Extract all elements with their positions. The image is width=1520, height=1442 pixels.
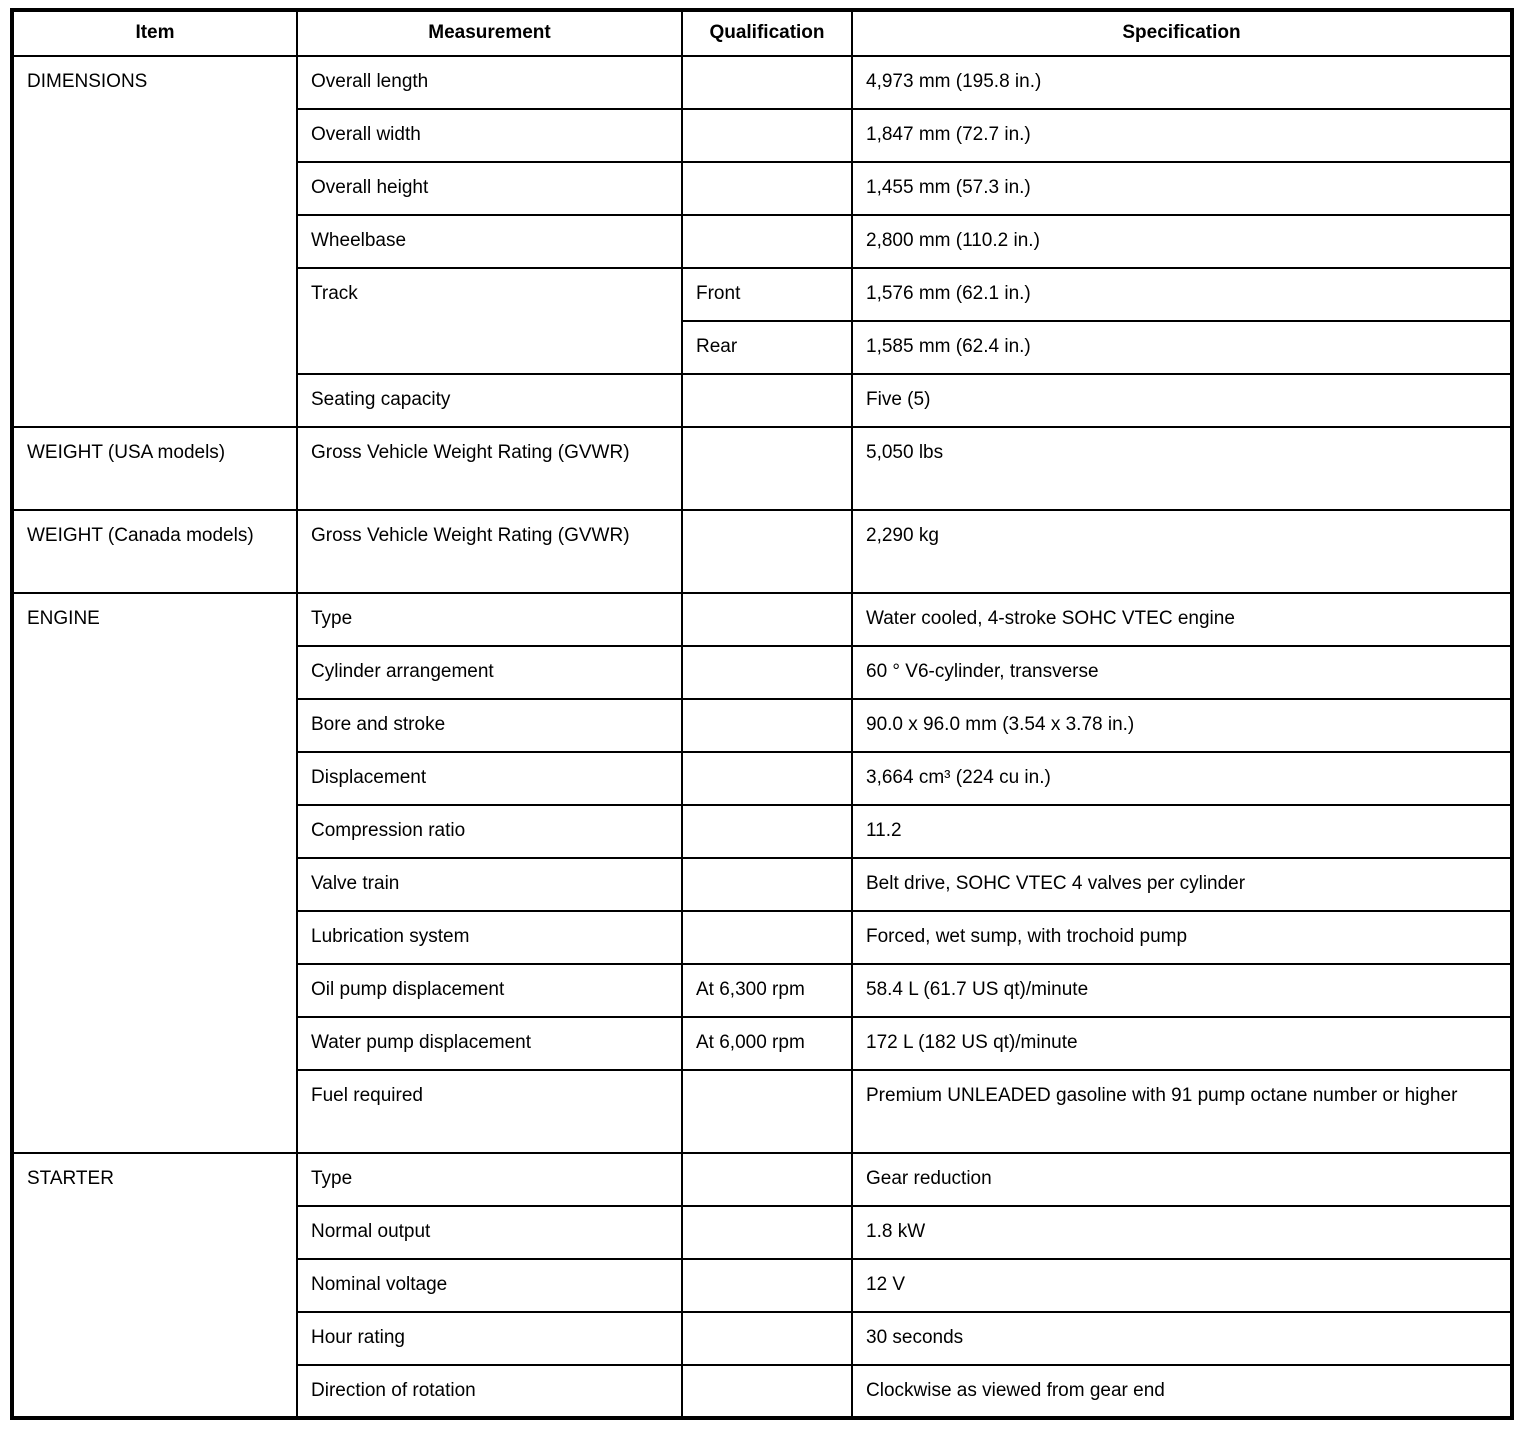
measurement-cell: Overall length (297, 56, 682, 109)
item-cell: WEIGHT (Canada models) (12, 510, 297, 593)
qualification-cell: Rear (682, 321, 852, 374)
qualification-cell (682, 1206, 852, 1259)
qualification-cell (682, 1259, 852, 1312)
specification-cell: Forced, wet sump, with trochoid pump (852, 911, 1512, 964)
header-row (12, 10, 1512, 56)
table-row (12, 1153, 1512, 1206)
specification-cell: Gear reduction (852, 1153, 1512, 1206)
measurement-cell: Cylinder arrangement (297, 646, 682, 699)
specifications-table (10, 8, 1514, 1420)
item-cell: DIMENSIONS (12, 56, 297, 427)
measurement-cell: Wheelbase (297, 215, 682, 268)
qualification-cell (682, 858, 852, 911)
qualification-cell (682, 56, 852, 109)
qualification-cell (682, 911, 852, 964)
measurement-cell: Water pump displacement (297, 1017, 682, 1070)
qualification-cell (682, 593, 852, 646)
qualification-cell (682, 699, 852, 752)
measurement-cell: Overall height (297, 162, 682, 215)
measurement-cell: Compression ratio (297, 805, 682, 858)
table-row (12, 510, 1512, 593)
column-header-measurement: Measurement (297, 10, 682, 56)
measurement-cell: Type (297, 1153, 682, 1206)
measurement-cell: Lubrication system (297, 911, 682, 964)
qualification-cell: Front (682, 268, 852, 321)
item-cell: ENGINE (12, 593, 297, 1153)
measurement-cell: Gross Vehicle Weight Rating (GVWR) (297, 510, 682, 593)
specification-cell: 1,455 mm (57.3 in.) (852, 162, 1512, 215)
measurement-cell: Valve train (297, 858, 682, 911)
specification-cell: Premium UNLEADED gasoline with 91 pump octane number or higher (852, 1070, 1512, 1153)
qualification-cell (682, 1070, 852, 1153)
specification-cell: 30 seconds (852, 1312, 1512, 1365)
measurement-cell: Direction of rotation (297, 1365, 682, 1418)
specification-cell: 2,800 mm (110.2 in.) (852, 215, 1512, 268)
qualification-cell: At 6,000 rpm (682, 1017, 852, 1070)
measurement-cell: Bore and stroke (297, 699, 682, 752)
qualification-cell (682, 1312, 852, 1365)
table-header (12, 10, 1512, 56)
specification-cell: 58.4 L (61.7 US qt)/minute (852, 964, 1512, 1017)
item-cell: STARTER (12, 1153, 297, 1418)
specification-cell: 60 ° V6-cylinder, transverse (852, 646, 1512, 699)
measurement-cell: Track (297, 268, 682, 374)
specification-cell: 1,847 mm (72.7 in.) (852, 109, 1512, 162)
table-row (12, 56, 1512, 109)
measurement-cell: Oil pump displacement (297, 964, 682, 1017)
specification-cell: 1.8 kW (852, 1206, 1512, 1259)
qualification-cell (682, 752, 852, 805)
qualification-cell (682, 215, 852, 268)
measurement-cell: Nominal voltage (297, 1259, 682, 1312)
specification-cell: Belt drive, SOHC VTEC 4 valves per cylinder (852, 858, 1512, 911)
column-header-qualification: Qualification (682, 10, 852, 56)
qualification-cell (682, 427, 852, 510)
qualification-cell (682, 1153, 852, 1206)
column-header-specification: Specification (852, 10, 1512, 56)
measurement-cell: Overall width (297, 109, 682, 162)
specification-cell: 172 L (182 US qt)/minute (852, 1017, 1512, 1070)
specification-cell: 11.2 (852, 805, 1512, 858)
specification-cell: 12 V (852, 1259, 1512, 1312)
measurement-cell: Gross Vehicle Weight Rating (GVWR) (297, 427, 682, 510)
table-body (12, 56, 1512, 1418)
measurement-cell: Fuel required (297, 1070, 682, 1153)
qualification-cell (682, 646, 852, 699)
measurement-cell: Hour rating (297, 1312, 682, 1365)
measurement-cell: Normal output (297, 1206, 682, 1259)
measurement-cell: Type (297, 593, 682, 646)
item-cell: WEIGHT (USA models) (12, 427, 297, 510)
qualification-cell (682, 805, 852, 858)
measurement-cell: Seating capacity (297, 374, 682, 427)
specification-cell: 1,576 mm (62.1 in.) (852, 268, 1512, 321)
column-header-item: Item (12, 10, 297, 56)
table-row (12, 427, 1512, 510)
measurement-cell: Displacement (297, 752, 682, 805)
specification-cell: 5,050 lbs (852, 427, 1512, 510)
specification-cell: Five (5) (852, 374, 1512, 427)
qualification-cell: At 6,300 rpm (682, 964, 852, 1017)
qualification-cell (682, 162, 852, 215)
specification-cell: 4,973 mm (195.8 in.) (852, 56, 1512, 109)
specification-cell: Water cooled, 4-stroke SOHC VTEC engine (852, 593, 1512, 646)
qualification-cell (682, 374, 852, 427)
specification-cell: 2,290 kg (852, 510, 1512, 593)
specification-cell: 1,585 mm (62.4 in.) (852, 321, 1512, 374)
table-row (12, 593, 1512, 646)
qualification-cell (682, 510, 852, 593)
qualification-cell (682, 109, 852, 162)
specification-cell: 3,664 cm³ (224 cu in.) (852, 752, 1512, 805)
specification-cell: Clockwise as viewed from gear end (852, 1365, 1512, 1418)
qualification-cell (682, 1365, 852, 1418)
specification-cell: 90.0 x 96.0 mm (3.54 x 3.78 in.) (852, 699, 1512, 752)
